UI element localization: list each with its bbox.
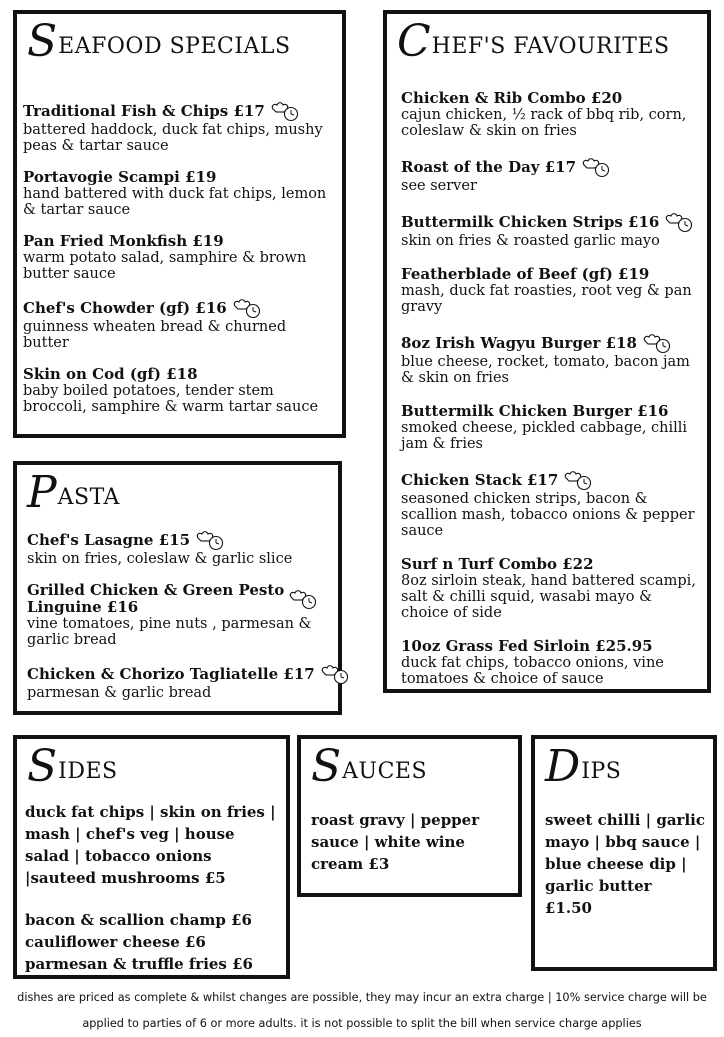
chef-icon	[195, 529, 225, 551]
chef-icon	[270, 100, 300, 122]
sides-panel	[13, 735, 290, 979]
sauces-list	[311, 809, 504, 875]
chef-icon	[288, 588, 318, 610]
menu-item	[27, 582, 332, 648]
chef-icon	[664, 211, 694, 233]
title-initial: S	[27, 741, 58, 792]
sauces-panel	[297, 735, 522, 897]
item-name: Featherblade of Beef (gf) £19	[401, 265, 650, 283]
menu-item	[401, 332, 701, 386]
item-description: see server	[401, 178, 477, 194]
pasta-items	[27, 529, 332, 716]
title-text: IDES	[58, 759, 118, 784]
menu-item	[23, 100, 336, 154]
item-description: blue cheese, rocket, tomato, bacon jam & skin on fries	[401, 354, 690, 386]
item-name: 10oz Grass Fed Sirloin £25.95	[401, 637, 653, 655]
item-name: Surf n Turf Combo £22	[401, 555, 594, 573]
chefs-favourites-panel	[383, 10, 711, 693]
title-initial: D	[545, 741, 581, 792]
sides-extra: parmesan & truffle fries £6	[25, 955, 253, 973]
sides-list	[25, 801, 278, 975]
item-description: battered haddock, duck fat chips, mushy peas & tartar sauce	[23, 122, 323, 154]
seafood-specials-panel	[13, 10, 346, 438]
item-description: baby boiled potatoes, tender stem broccoli, samphire & warm tartar sauce	[23, 383, 319, 415]
dips-text: sweet chilli | garlic mayo | bbq sauce | blue cheese dip | garlic butter	[545, 811, 705, 895]
menu-item	[23, 233, 336, 282]
item-description: smoked cheese, pickled cabbage, chilli jam & fries	[401, 420, 688, 452]
item-description: warm potato salad, samphire & brown butter sauce	[23, 250, 307, 282]
item-description: parmesan & garlic bread	[27, 685, 212, 701]
sides-main: duck fat chips | skin on fries | mash | chef's veg | house salad | tobacco onions |sauteed mushrooms £5	[25, 803, 276, 887]
footer-line: applied to parties of 6 or more adults. it is not possible to split the bill when service charge applies	[82, 1017, 642, 1030]
seafood-specials-title	[27, 16, 291, 67]
menu-item	[27, 663, 332, 701]
item-name: Buttermilk Chicken Strips £16	[401, 212, 660, 231]
item-description: guinness wheaten bread & churned butter	[23, 319, 287, 351]
sauces-title	[311, 741, 428, 792]
seafood-items	[23, 100, 336, 430]
item-name: Chicken & Rib Combo £20	[401, 89, 623, 107]
footer-notice	[0, 985, 724, 1037]
pasta-title	[27, 467, 120, 518]
item-name: Traditional Fish & Chips £17	[23, 101, 265, 120]
sides-title	[27, 741, 118, 792]
chef-icon	[642, 332, 672, 354]
item-name: Chicken & Chorizo Tagliatelle £17	[27, 664, 315, 683]
menu-item	[401, 266, 701, 315]
item-name: Buttermilk Chicken Burger £16	[401, 402, 669, 420]
menu-item	[401, 211, 701, 249]
item-description: skin on fries & roasted garlic mayo	[401, 233, 660, 249]
sides-extra: cauliflower cheese £6	[25, 933, 206, 951]
item-description: cajun chicken, ½ rack of bbq rib, corn, coleslaw & skin on fries	[401, 107, 687, 139]
pasta-panel	[13, 461, 342, 715]
sauces-text: roast gravy | pepper sauce | white wine cream £3	[311, 811, 480, 873]
dips-title	[545, 741, 622, 792]
chef-icon	[232, 297, 262, 319]
item-name: Chef's Chowder (gf) £16	[23, 298, 227, 317]
title-text: HEF'S FAVOURITES	[431, 34, 670, 59]
dips-price: £1.50	[545, 899, 592, 917]
item-name: Portavogie Scampi £19	[23, 168, 217, 186]
title-initial: S	[27, 16, 58, 67]
footer-line: dishes are priced as complete & whilst changes are possible, they may incur an extra charge | 10% service charge will be	[17, 991, 707, 1004]
chefs-favourites-title	[397, 16, 670, 67]
item-name: Roast of the Day £17	[401, 157, 577, 176]
menu-item	[401, 638, 701, 687]
title-text: EAFOOD SPECIALS	[58, 34, 291, 59]
menu-item	[23, 297, 336, 351]
item-description: skin on fries, coleslaw & garlic slice	[27, 551, 293, 567]
item-description: seasoned chicken strips, bacon & scallion mash, tobacco onions & pepper sauce	[401, 491, 695, 539]
menu-item	[401, 403, 701, 452]
item-name: Chef's Lasagne £15	[27, 530, 191, 549]
item-description: vine tomatoes, pine nuts , parmesan & garlic bread	[27, 616, 312, 648]
title-text: AUCES	[342, 759, 428, 784]
title-text: IPS	[581, 759, 622, 784]
item-description: hand battered with duck fat chips, lemon & tartar sauce	[23, 186, 327, 218]
title-initial: S	[311, 741, 342, 792]
chef-icon	[563, 469, 593, 491]
title-initial: C	[397, 16, 431, 67]
menu-item	[401, 469, 701, 539]
item-description: mash, duck fat roasties, root veg & pan gravy	[401, 283, 692, 315]
menu-item	[23, 366, 336, 415]
menu-item	[23, 169, 336, 218]
chef-icon	[581, 156, 611, 178]
item-name: Grilled Chicken & Green Pesto	[27, 581, 285, 599]
item-description: 8oz sirloin steak, hand battered scampi, salt & chilli squid, wasabi mayo & choice of side	[401, 573, 696, 621]
dips-panel	[531, 735, 717, 971]
chefs-items	[401, 90, 701, 702]
title-initial: P	[27, 467, 57, 518]
menu-item	[401, 90, 701, 139]
item-name-continued: Linguine £16	[27, 598, 139, 616]
sides-extra: bacon & scallion champ £6	[25, 911, 252, 929]
item-name: Chicken Stack £17	[401, 470, 559, 489]
item-description: duck fat chips, tobacco onions, vine tomatoes & choice of sauce	[401, 655, 664, 687]
chef-icon	[320, 663, 350, 685]
menu-item	[401, 156, 701, 194]
menu-item	[27, 529, 332, 567]
menu-item	[401, 556, 701, 621]
title-text: ASTA	[57, 485, 120, 510]
item-name: Skin on Cod (gf) £18	[23, 365, 198, 383]
item-name: 8oz Irish Wagyu Burger £18	[401, 333, 637, 352]
item-name: Pan Fried Monkfish £19	[23, 232, 224, 250]
dips-list	[545, 809, 705, 919]
